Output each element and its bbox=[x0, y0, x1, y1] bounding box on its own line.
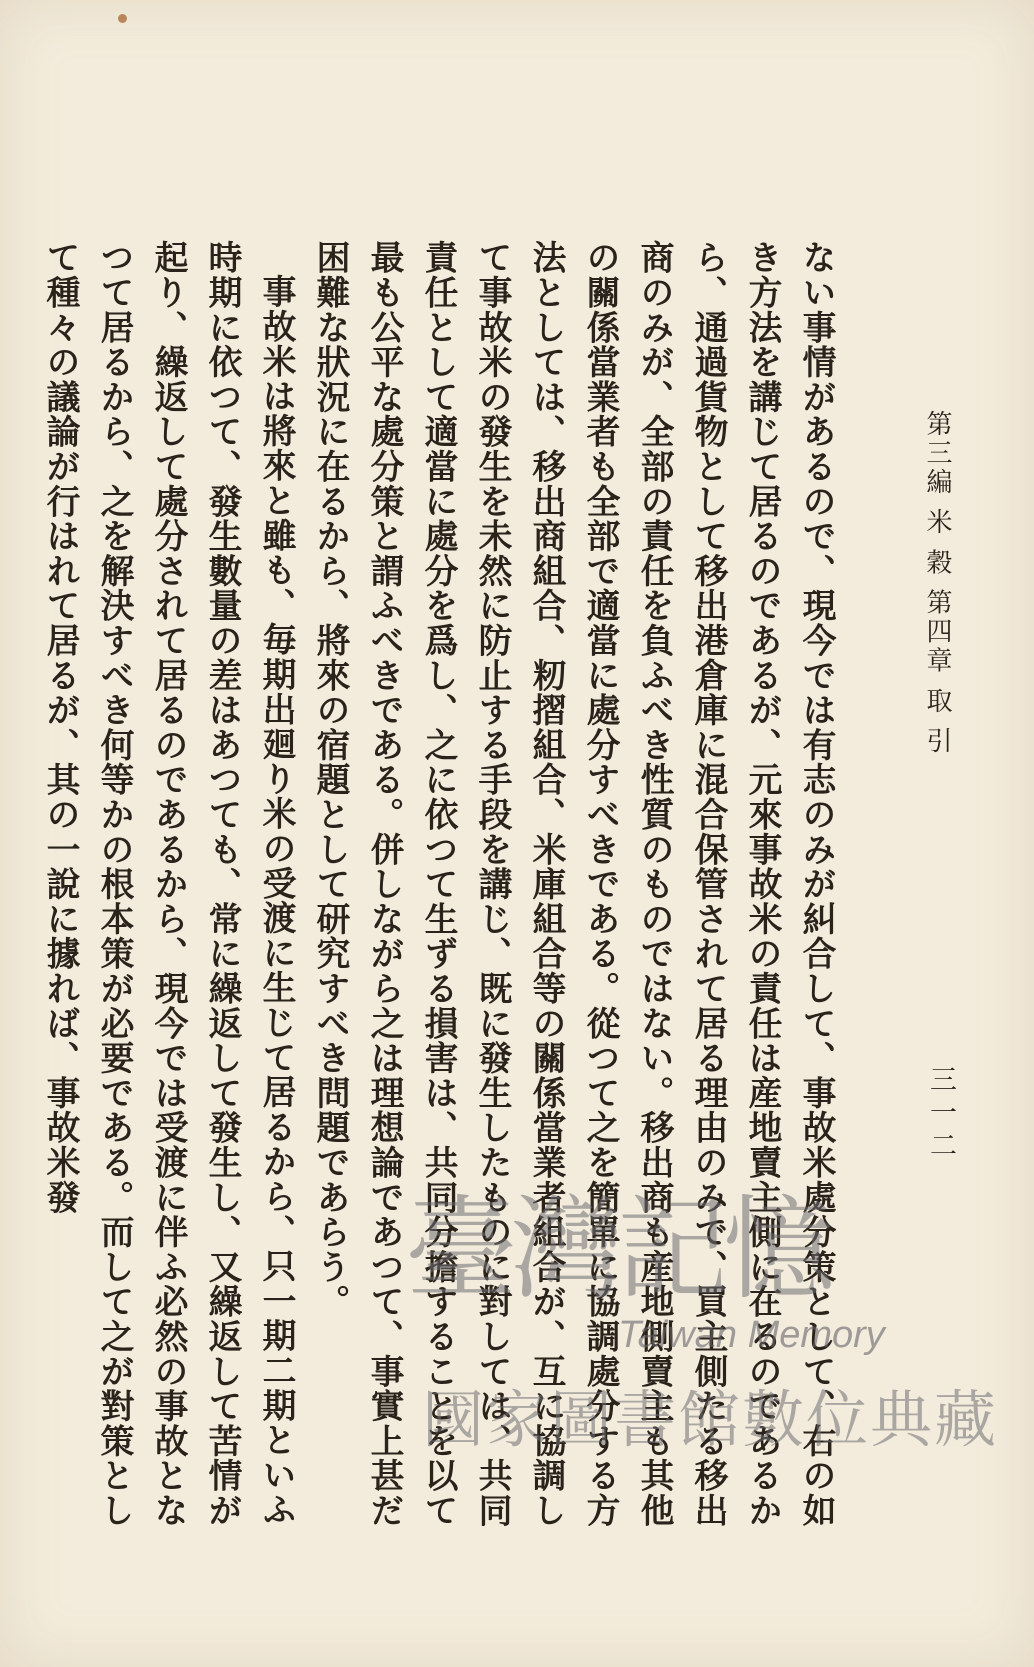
running-header: 第三編 米 穀 第四章 取 引 bbox=[922, 410, 952, 757]
paragraph-2: 事故米は將來と雖も、毎期出廻り米の受渡に生じて居るから、只一期二期といふ時期に依つて、發生數量の差はあつても、常に繰返して發生し、又繰返して苦情が起り、繰返して處分されて居るのであるから、現今では受渡に伴ふ必然の事故となつて居るから、之を解決すべき何等かの根本策が必要である。而して之が對策として種々の議論が行はれて居るが、其の一說に據れば、事故米發 bbox=[41, 240, 297, 1528]
ink-spot bbox=[118, 14, 127, 23]
watermark-institution: 國家圖書館數位典藏 bbox=[422, 1383, 999, 1456]
paragraph-1: ない事情があるので、現今では有志のみが糾合して、事故米處分策として、右の如き方法を講じて居るのであるが、元來事故米の責任は産地賣主側に在るのであるから、通過貨物として移出港倉庫に混合保管されて居る理由のみで、買主側たる移出商のみが、全部の責任を負ふべき性質のものではない。移出商も産地側賣主も其他の關係當業者も全部で適當に處分すべきである。從つて之を簡單に協調處分する方法としては、移出商組合、籾摺組合、米庫組合等の關係當業者組合が、互に協調して事故米の發生を未然に防止する手段を講じ、既に發生したものに對しては、共同責任として適當に處分を爲し、之に依つて生ずる損害は、共同分擔することを以て最も公平な處分策と謂ふべきである。併しながら之は理想論であつて、事實上甚だ困難な狀況に在るから、將來の宿題として研究すべき問題であらう。 bbox=[311, 240, 837, 1528]
page-number: 三一二 bbox=[925, 1065, 956, 1164]
body-text bbox=[41, 240, 844, 1560]
watermark-calligraphy: 臺灣記憶 bbox=[405, 1185, 829, 1315]
watermark-english: Taiwan Memory bbox=[618, 1314, 885, 1356]
